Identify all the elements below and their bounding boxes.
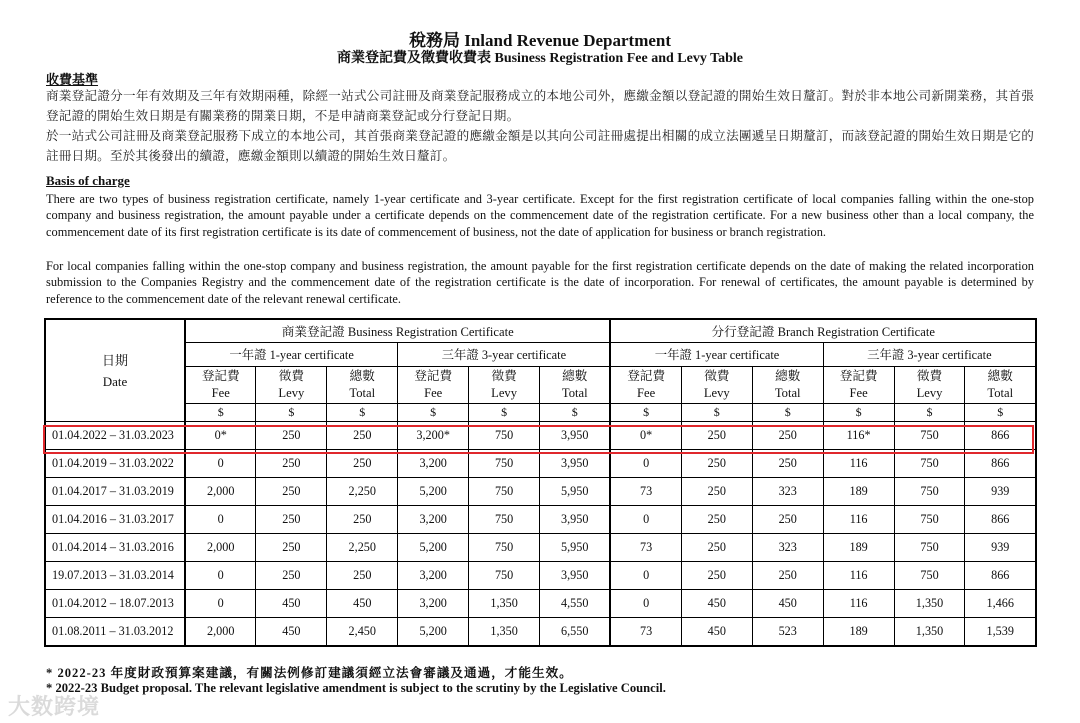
unit-cell: $ bbox=[185, 403, 256, 421]
table-cell: 116 bbox=[823, 505, 894, 533]
table-cell: 2,250 bbox=[327, 477, 398, 505]
table-cell: 866 bbox=[965, 421, 1036, 449]
table-cell: 3,200 bbox=[398, 589, 469, 617]
table-cell: 750 bbox=[469, 421, 540, 449]
unit-cell: $ bbox=[469, 403, 540, 421]
date-header-en: Date bbox=[102, 374, 128, 390]
basis-heading-en: Basis of charge bbox=[46, 173, 130, 188]
column-header-zh: 徵費 bbox=[704, 368, 730, 383]
table-cell: 939 bbox=[965, 533, 1036, 561]
table-cell: 189 bbox=[823, 617, 894, 646]
date-header-zh: 日期 bbox=[101, 353, 128, 369]
column-header-en: Fee bbox=[637, 385, 656, 400]
table-cell: 116 bbox=[823, 589, 894, 617]
column-header-total bbox=[327, 366, 398, 403]
table-cell: 4,550 bbox=[540, 589, 611, 617]
business-3yr-header: 三年證 3-year certificate bbox=[398, 342, 611, 366]
table-cell: 3,950 bbox=[540, 421, 611, 449]
column-header-zh: 徵費 bbox=[916, 368, 943, 383]
table-cell: 750 bbox=[469, 449, 540, 477]
table-row bbox=[45, 533, 1036, 561]
basis-paragraph-zh-2: 於一站式公司註冊及商業登記服務下成立的本地公司，其首張商業登記證的應繳金額是以其向公司註冊處提出相關的成立法團遞呈日期釐訂，而該登記證的開始生效日期是它的註冊日期。至於其後發出的續證，應繳金額則以續證的開始生效日釐訂。 bbox=[46, 129, 1034, 163]
table-cell: 3,950 bbox=[540, 561, 611, 589]
table-cell: 0* bbox=[185, 421, 256, 449]
branch-3yr-header: 三年證 3-year certificate bbox=[823, 342, 1036, 366]
column-header-en: Levy bbox=[278, 385, 305, 400]
column-header-en: Total bbox=[987, 385, 1014, 400]
watermark-logo: 大数跨境 bbox=[8, 695, 101, 720]
table-row bbox=[45, 617, 1036, 646]
basis-heading-zh: 收費基準 bbox=[46, 72, 99, 87]
table-cell: 750 bbox=[894, 505, 965, 533]
table-cell: 250 bbox=[256, 449, 327, 477]
date-header-cell bbox=[45, 319, 185, 421]
table-cell: 5,200 bbox=[398, 533, 469, 561]
basis-paragraph-zh-1: 商業登記證分一年有效期及三年有效期兩種，除經一站式公司註冊及商業登記服務成立的本地公司外，應繳金額以登記證的開始生效日釐訂。對於非本地公司新開業務，其首張登記證的開始生效日期是有關業務的開業日期，不是申請商業登記或分行登記日期。 bbox=[46, 89, 1034, 123]
table-cell: 116 bbox=[823, 449, 894, 477]
table-cell: 0 bbox=[610, 589, 681, 617]
table-row bbox=[45, 589, 1036, 617]
unit-cell: $ bbox=[398, 403, 469, 421]
table-cell: 750 bbox=[894, 421, 965, 449]
unit-cell: $ bbox=[894, 403, 965, 421]
table-cell: 116 bbox=[823, 561, 894, 589]
table-cell: 189 bbox=[823, 533, 894, 561]
column-header-total bbox=[752, 366, 823, 403]
table-cell: 73 bbox=[610, 477, 681, 505]
table-cell: 450 bbox=[327, 589, 398, 617]
table-cell: 250 bbox=[327, 449, 398, 477]
table-cell: 250 bbox=[327, 421, 398, 449]
table-cell: 250 bbox=[752, 449, 823, 477]
table-cell: 866 bbox=[965, 449, 1036, 477]
fee-levy-table bbox=[44, 318, 1037, 647]
column-header-fee bbox=[610, 366, 681, 403]
table-cell: 1,350 bbox=[469, 617, 540, 646]
column-header-zh: 總數 bbox=[562, 368, 588, 383]
table-cell: 450 bbox=[256, 617, 327, 646]
column-header-zh: 總數 bbox=[987, 368, 1013, 383]
table-cell: 73 bbox=[610, 533, 681, 561]
table-cell: 250 bbox=[256, 533, 327, 561]
page-title: 稅務局 Inland Revenue Department bbox=[408, 31, 672, 50]
column-header-en: Levy bbox=[916, 385, 943, 400]
branch-cert-header: 分行登記證 Branch Registration Certificate bbox=[610, 319, 1036, 342]
table-cell: 750 bbox=[894, 561, 965, 589]
column-header-zh: 登記費 bbox=[839, 368, 878, 383]
table-cell: 0* bbox=[610, 421, 681, 449]
table-cell: 3,200 bbox=[398, 449, 469, 477]
unit-cell: $ bbox=[327, 403, 398, 421]
column-header-en: Levy bbox=[491, 385, 518, 400]
column-header-zh: 登記費 bbox=[627, 368, 666, 383]
table-row bbox=[45, 505, 1036, 533]
table-cell: 750 bbox=[469, 561, 540, 589]
table-cell: 323 bbox=[752, 533, 823, 561]
table-cell: 250 bbox=[681, 449, 752, 477]
column-header-zh: 登記費 bbox=[201, 368, 240, 383]
unit-cell: $ bbox=[681, 403, 752, 421]
page-subtitle: 商業登記費及徵費收費表 Business Registration Fee and Levy Table bbox=[336, 51, 744, 66]
table-cell: 116* bbox=[823, 421, 894, 449]
table-cell: 250 bbox=[256, 505, 327, 533]
table-cell: 250 bbox=[681, 533, 752, 561]
table-cell: 250 bbox=[681, 477, 752, 505]
basis-paragraph-en-2: For local companies falling within the one-stop company and business registration, the amount payable for the first registration certificate depends on the date of making the related incorporation submission to the Companies Registry and the commencement date of the registration certificate is the date of incorporation. For renewal of certificates, the amount payable is determined by reference to the commencement date of the relevant renewal certificate. bbox=[46, 259, 1034, 306]
column-header-zh: 登記費 bbox=[414, 368, 453, 383]
table-cell: 250 bbox=[681, 421, 752, 449]
table-cell: 250 bbox=[681, 561, 752, 589]
table-row bbox=[45, 477, 1036, 505]
date-range-cell: 01.04.2019 – 31.03.2022 bbox=[45, 449, 185, 477]
table-cell: 1,350 bbox=[894, 589, 965, 617]
table-cell: 750 bbox=[894, 533, 965, 561]
table-cell: 1,539 bbox=[965, 617, 1036, 646]
column-header-levy bbox=[894, 366, 965, 403]
unit-cell: $ bbox=[256, 403, 327, 421]
table-cell: 6,550 bbox=[540, 617, 611, 646]
column-header-levy bbox=[256, 366, 327, 403]
column-header-en: Fee bbox=[424, 385, 443, 400]
column-header-en: Total bbox=[561, 385, 588, 400]
column-header-fee bbox=[185, 366, 256, 403]
table-cell: 2,250 bbox=[327, 533, 398, 561]
column-header-total bbox=[965, 366, 1036, 403]
table-cell: 250 bbox=[327, 505, 398, 533]
table-cell: 0 bbox=[610, 561, 681, 589]
table-cell: 1,350 bbox=[469, 589, 540, 617]
table-cell: 5,200 bbox=[398, 477, 469, 505]
unit-cell: $ bbox=[540, 403, 611, 421]
table-cell: 450 bbox=[256, 589, 327, 617]
date-range-cell: 19.07.2013 – 31.03.2014 bbox=[45, 561, 185, 589]
table-cell: 250 bbox=[256, 561, 327, 589]
table-cell: 0 bbox=[185, 449, 256, 477]
date-range-cell: 01.04.2022 – 31.03.2023 bbox=[45, 421, 185, 449]
table-cell: 5,200 bbox=[398, 617, 469, 646]
table-cell: 189 bbox=[823, 477, 894, 505]
table-cell: 0 bbox=[610, 505, 681, 533]
column-header-fee bbox=[398, 366, 469, 403]
column-header-en: Fee bbox=[211, 385, 230, 400]
table-cell: 3,950 bbox=[540, 505, 611, 533]
table-row bbox=[45, 561, 1036, 589]
business-1yr-header: 一年證 1-year certificate bbox=[185, 342, 398, 366]
table-cell: 2,450 bbox=[327, 617, 398, 646]
table-cell: 3,200 bbox=[398, 505, 469, 533]
date-range-cell: 01.04.2014 – 31.03.2016 bbox=[45, 533, 185, 561]
column-header-en: Fee bbox=[849, 385, 868, 400]
column-header-levy bbox=[469, 366, 540, 403]
column-header-levy bbox=[681, 366, 752, 403]
table-cell: 750 bbox=[469, 477, 540, 505]
table-cell: 750 bbox=[469, 533, 540, 561]
basis-paragraph-en-1: There are two types of business registration certificate, namely 1-year certificate and 3-year certificate. Except for the first registration certificate of local companies falling within the one-stop company and business registration, the amount payable under a certificate depends on the commencement date of the registration certificate. For a new business other than a local company, the commencement date of its first registration certificate is its date of commencement of business, not the date of application for business or branch registration. bbox=[46, 192, 1034, 239]
column-header-zh: 總數 bbox=[775, 368, 801, 383]
table-cell: 250 bbox=[681, 505, 752, 533]
table-cell: 750 bbox=[469, 505, 540, 533]
table-cell: 450 bbox=[681, 589, 752, 617]
table-cell: 3,200* bbox=[398, 421, 469, 449]
unit-cell: $ bbox=[610, 403, 681, 421]
table-cell: 2,000 bbox=[185, 617, 256, 646]
table-cell: 0 bbox=[185, 561, 256, 589]
date-range-cell: 01.04.2012 – 18.07.2013 bbox=[45, 589, 185, 617]
table-cell: 750 bbox=[894, 449, 965, 477]
table-cell: 0 bbox=[185, 589, 256, 617]
table-cell: 939 bbox=[965, 477, 1036, 505]
unit-cell: $ bbox=[965, 403, 1036, 421]
date-range-cell: 01.08.2011 – 31.03.2012 bbox=[45, 617, 185, 646]
table-cell: 2,000 bbox=[185, 533, 256, 561]
table-cell: 523 bbox=[752, 617, 823, 646]
unit-cell: $ bbox=[752, 403, 823, 421]
branch-1yr-header: 一年證 1-year certificate bbox=[610, 342, 823, 366]
table-cell: 1,350 bbox=[894, 617, 965, 646]
table-cell: 0 bbox=[185, 505, 256, 533]
date-range-cell: 01.04.2017 – 31.03.2019 bbox=[45, 477, 185, 505]
table-row bbox=[45, 421, 1036, 449]
footnote-zh: * 2022-23 年度財政預算案建議，有關法例修訂建議須經立法會審議及通過，才能生效。 bbox=[46, 666, 573, 680]
table-cell: 3,200 bbox=[398, 561, 469, 589]
table-cell: 866 bbox=[965, 505, 1036, 533]
table-cell: 3,950 bbox=[540, 449, 611, 477]
table-cell: 250 bbox=[327, 561, 398, 589]
table-cell: 250 bbox=[752, 561, 823, 589]
table-row bbox=[45, 449, 1036, 477]
table-cell: 2,000 bbox=[185, 477, 256, 505]
table-cell: 250 bbox=[752, 421, 823, 449]
table-cell: 0 bbox=[610, 449, 681, 477]
unit-cell: $ bbox=[823, 403, 894, 421]
column-header-en: Total bbox=[774, 385, 801, 400]
table-cell: 5,950 bbox=[540, 477, 611, 505]
table-cell: 450 bbox=[681, 617, 752, 646]
column-header-zh: 總數 bbox=[349, 368, 375, 383]
table-cell: 323 bbox=[752, 477, 823, 505]
column-header-en: Levy bbox=[703, 385, 730, 400]
column-header-en: Total bbox=[349, 385, 376, 400]
column-header-zh: 徵費 bbox=[491, 368, 517, 383]
table-cell: 250 bbox=[752, 505, 823, 533]
date-range-cell: 01.04.2016 – 31.03.2017 bbox=[45, 505, 185, 533]
table-cell: 73 bbox=[610, 617, 681, 646]
column-header-total bbox=[540, 366, 611, 403]
table-cell: 450 bbox=[752, 589, 823, 617]
table-cell: 1,466 bbox=[965, 589, 1036, 617]
table-cell: 866 bbox=[965, 561, 1036, 589]
table-cell: 750 bbox=[894, 477, 965, 505]
footnote-en: * 2022-23 Budget proposal. The relevant legislative amendment is subject to the scrutiny by the Legislative Council. bbox=[46, 681, 666, 695]
table-cell: 250 bbox=[256, 477, 327, 505]
column-header-fee bbox=[823, 366, 894, 403]
table-cell: 250 bbox=[256, 421, 327, 449]
table-cell: 5,950 bbox=[540, 533, 611, 561]
business-cert-header: 商業登記證 Business Registration Certificate bbox=[185, 319, 610, 342]
column-header-zh: 徵費 bbox=[278, 368, 304, 383]
